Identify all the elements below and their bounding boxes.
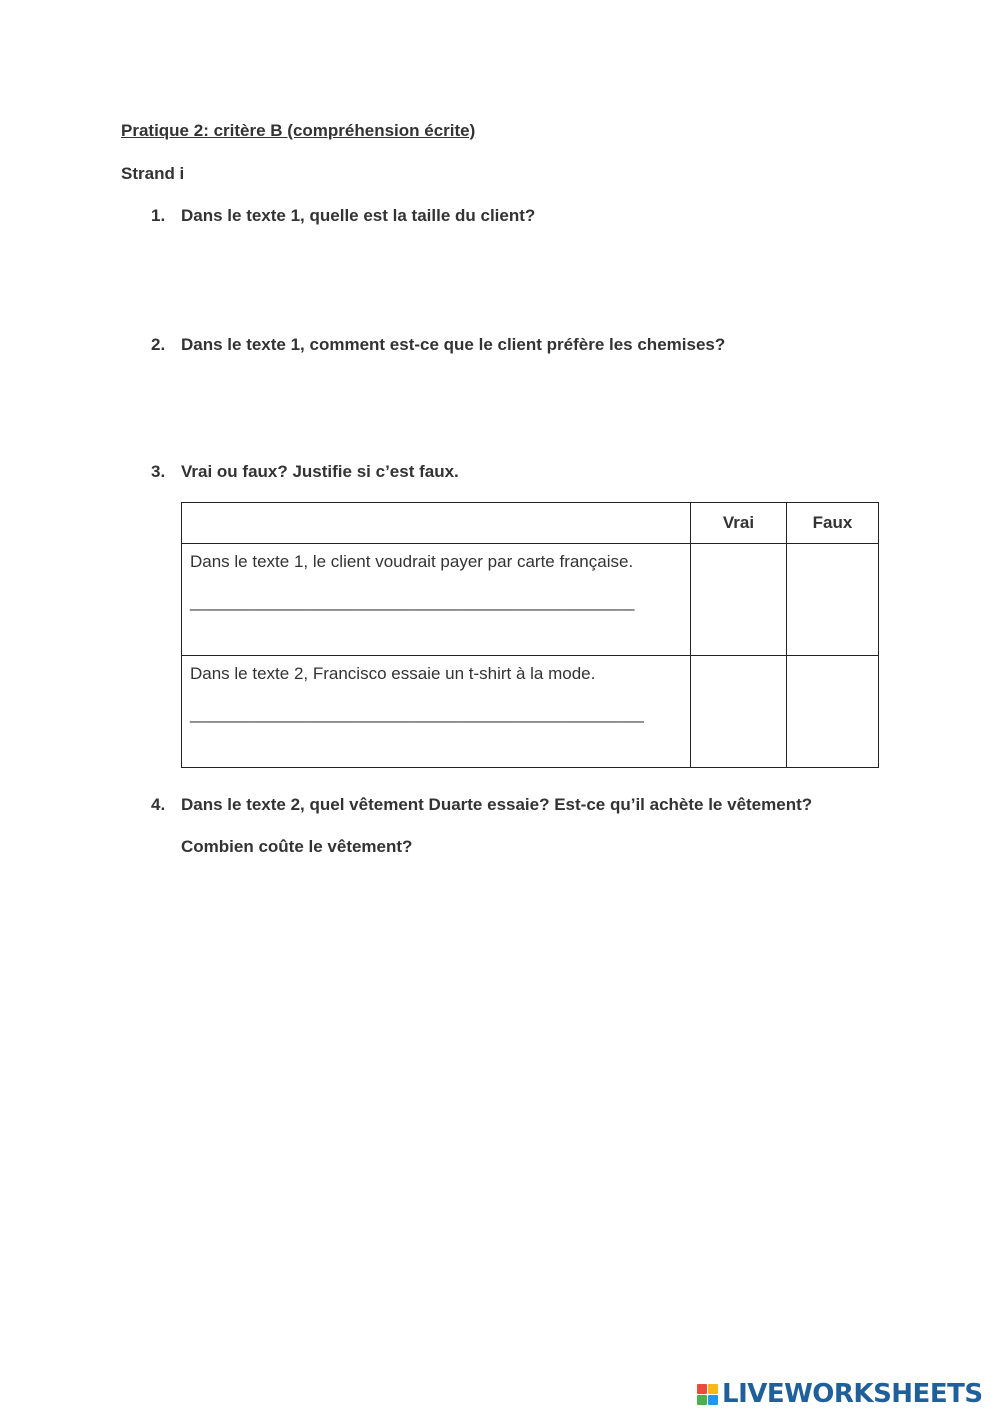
question-number: 2. xyxy=(151,335,166,354)
table-row xyxy=(182,656,879,768)
question-text: Dans le texte 1, comment est-ce que le client préfère les chemises? xyxy=(181,335,726,354)
brand-name: LIVEWORKSHEETS xyxy=(722,1379,983,1409)
table-row xyxy=(182,544,879,656)
question-number: 4. xyxy=(151,795,166,814)
faux-header: Faux xyxy=(787,503,879,544)
statement-text: Dans le texte 2, Francisco essaie un t-shirt à la mode. xyxy=(190,664,596,683)
statement-header xyxy=(182,503,691,544)
statement-cell xyxy=(182,544,691,656)
question-number: 1. xyxy=(151,206,166,225)
logo-square xyxy=(708,1384,718,1394)
strand-label: Strand i xyxy=(121,164,185,183)
question-text-continued: Combien coûte le vêtement? xyxy=(181,837,413,856)
faux-cell[interactable] xyxy=(787,656,879,768)
faux-cell[interactable] xyxy=(787,544,879,656)
vrai-cell[interactable] xyxy=(691,544,787,656)
table-header-row xyxy=(182,503,879,544)
logo-square xyxy=(697,1384,707,1394)
statement-text: Dans le texte 1, le client voudrait payer par carte française. xyxy=(190,552,634,571)
true-false-table xyxy=(181,502,879,768)
question-text: Dans le texte 2, quel vêtement Duarte essaie? Est-ce qu’il achète le vêtement? xyxy=(181,795,813,814)
liveworksheets-logo xyxy=(697,1377,983,1411)
question-text: Dans le texte 1, quelle est la taille du client? xyxy=(181,206,536,225)
vrai-header: Vrai xyxy=(691,503,787,544)
vrai-cell[interactable] xyxy=(691,656,787,768)
logo-square xyxy=(697,1395,707,1405)
worksheet-title: Pratique 2: critère B (compréhension écrite) xyxy=(121,121,476,140)
question-number: 3. xyxy=(151,462,166,481)
logo-square xyxy=(708,1395,718,1405)
logo-squares-icon xyxy=(697,1384,718,1405)
statement-cell xyxy=(182,656,691,768)
justification-line[interactable]: _______________________________________________ xyxy=(190,592,635,611)
justification-line[interactable]: ________________________________________________ xyxy=(190,704,644,723)
question-text: Vrai ou faux? Justifie si c’est faux. xyxy=(181,462,459,481)
